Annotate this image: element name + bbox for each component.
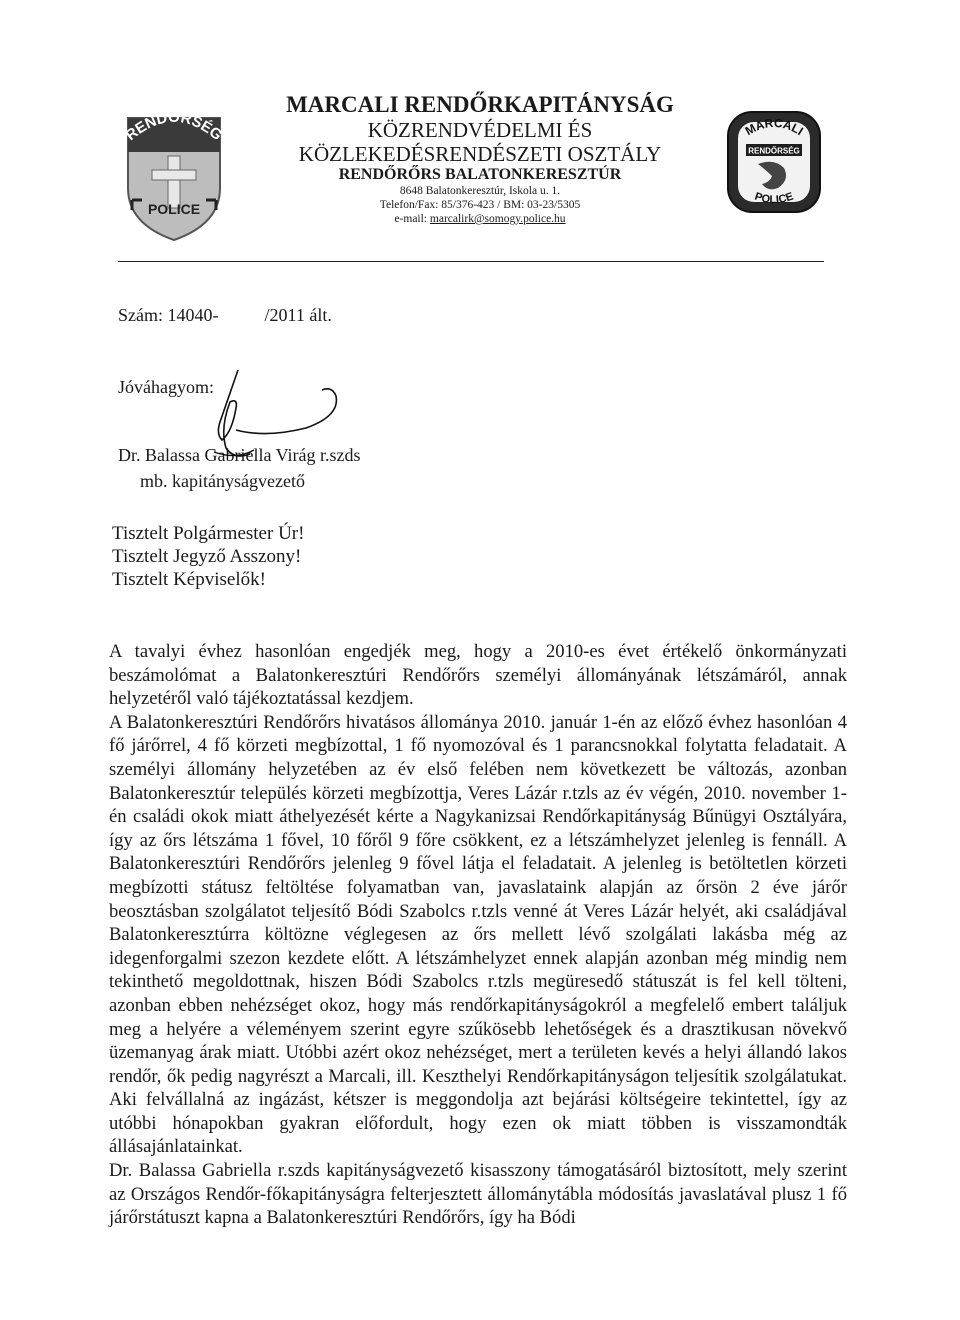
police-logo-right <box>724 108 824 216</box>
letterhead-line-4: RENDŐRŐRS BALATONKERESZTÚR <box>338 166 622 183</box>
handwritten-signature <box>176 368 356 478</box>
letterhead <box>260 92 700 226</box>
letter-body <box>109 640 847 1230</box>
email-link[interactable]: marcalirk@somogy.police.hu <box>429 213 566 225</box>
letterhead-line-3: KÖZLEKEDÉSRENDÉSZETI OSZTÁLY <box>298 142 662 166</box>
reference-number <box>118 305 332 326</box>
reference-suffix: /2011 ált. <box>264 305 332 325</box>
letterhead-line-2: KÖZRENDVÉDELMI ÉS <box>367 118 593 142</box>
approval-label: Jóváhagyom: <box>118 377 214 397</box>
header-divider <box>118 261 824 262</box>
reference-prefix: Szám: 14040- <box>118 305 219 325</box>
police-logo-left <box>118 100 230 242</box>
greeting-line: Tisztelt Képviselők! <box>112 569 266 590</box>
logo-left-top-text: RENDŐRSÉG <box>122 109 226 145</box>
body-paragraph: A Balatonkeresztúri Rendőrőrs hivatásos állománya 2010. január 1-én az előző évhez hasonlóan 4 fő járőrrel, 4 fő körzeti megbízottal, 1 fő nyomozóval és 1 parancsnokkal folytatta feladatait. A személyi állomány helyzetében az év első felében nem következett be változás, azonban Balatonkeresztúr település körzeti megbízottja, Veres Lázár r.tzls az év végén, 2010. november 1-én családi okok miatt áthelyezését kérte a Nagykanizsai Rendőrkapitányság Bűnügyi Osztályára, így az őrs létszáma 1 fővel, 10 főről 9 főre csökkent, ez a létszámhelyzet jelenleg is fennáll. A Balatonkeresztúri Rendőrőrs jelenleg 9 fővel látja el feladatait. A jelenleg is betöltetlen körzeti megbízotti státusz feltöltése folyamatban van, javaslataink alapján az őrsön 2 éve járőr beosztásban szolgálatot teljesítő Bódi Szabolcs r.tzls venné át Veres Lázár helyét, aki családjával Balatonkeresztúrra költözne véglegesen az őrs mellett lévő szolgálati lakásba még az idegenforgalmi szezon kezdete előtt. A létszámhelyzet ennek alapján azonban még mindig nem tekinthető megoldottnak, hiszen Bódi Szabolcs r.tzls megüresedő státuszát is fel kell tölteni, azonban ebben nehézséget okoz, hogy más rendőrkapitányságokról a megfelelő embert találjuk meg a helyére a véleményem szerint egyre szűkösebb lehetőségek és a drasztikusan növekvő üzemanyag árak miatt. Utóbbi azért okoz nehézséget, mert a területen kevés a helyi állandó lakos rendőr, ők pedig nagyrészt a Marcali, ill. Keszthelyi Rendőrkapitányságon teljesítik szolgálatukat. Aki felvállalná az ingázást, kétszer is meggondolja azt bejárási költségeire tekintettel, így az utóbbi hónapokban gyakran előfordult, hogy ezen ok miatt többen is visszamondták állásajánlatainkat. <box>109 711 847 1158</box>
email-label: e-mail: <box>394 213 430 225</box>
greeting-line: Tisztelt Polgármester Úr! <box>112 523 305 544</box>
greeting-line: Tisztelt Jegyző Asszony! <box>112 546 302 567</box>
logo-left-bottom-text: POLICE <box>147 201 201 217</box>
logo-right-mid-text: RENDŐRSÉG <box>748 146 800 156</box>
greetings <box>112 522 304 591</box>
approver-title: mb. kapitányságvezető <box>140 471 305 491</box>
logo-right-bottom-text: POLICE <box>753 190 795 207</box>
logo-right-top-text: MARCALI <box>742 115 806 139</box>
body-paragraph: A tavalyi évhez hasonlóan engedjék meg, hogy a 2010-es évet értékelő önkormányzati beszámolómat a Balatonkeresztúri Rendőrőrs személyi állományának létszámáról, annak helyzetéről való tájékoztatással kezdjem. <box>109 641 847 710</box>
letterhead-phone: Telefon/Fax: 85/376-423 / BM: 03-23/5305 <box>379 199 581 211</box>
approver-name: Dr. Balassa Gabriella Virág r.szds <box>118 445 361 465</box>
letterhead-line-1: MARCALI RENDŐRKAPITÁNYSÁG <box>286 92 674 117</box>
body-paragraph: Dr. Balassa Gabriella r.szds kapitányságvezető kisasszony támogatásáról biztosított, mely szerint az Országos Rendőr-főkapitányságra felterjesztett állománytábla módosítás javaslatával plusz 1 fő járőrstátuszt kapna a Balatonkeresztúri Rendőrőrs, így ha Bódi <box>109 1160 847 1229</box>
letterhead-address: 8648 Balatonkeresztúr, Iskola u. 1. <box>399 185 561 197</box>
letterhead-email-line <box>260 212 700 226</box>
